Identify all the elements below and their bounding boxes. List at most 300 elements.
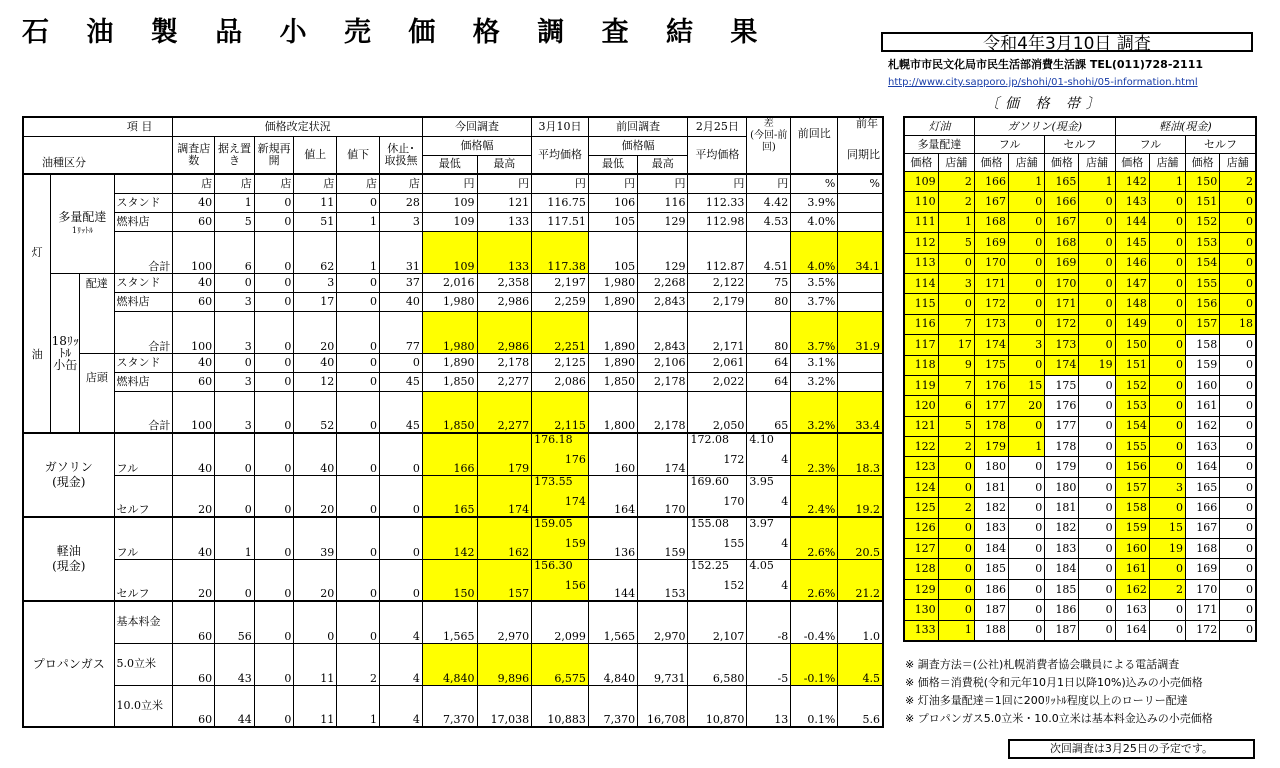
cell-14-5: 4	[380, 643, 423, 685]
band-row	[904, 416, 1256, 436]
band-cell: 174	[1045, 355, 1079, 375]
cell-11-8	[532, 517, 589, 559]
cell-12-1: 0	[215, 559, 255, 601]
band-cell: 114	[904, 273, 938, 293]
row-name: セルフ	[114, 475, 173, 517]
band-cell: 163	[1186, 437, 1220, 457]
band-row	[904, 620, 1256, 641]
band-cell: 167	[1045, 212, 1079, 232]
cell-3-2: 0	[254, 273, 294, 292]
cell-11-7: 162	[477, 517, 532, 559]
group-propane: プロパンガス	[23, 601, 114, 727]
cell-5-13: 3.7%	[791, 311, 838, 353]
cell-8-11: 2,050	[688, 391, 747, 433]
band-cell: 0	[1079, 477, 1115, 497]
cell-1-11: 112.98	[688, 212, 747, 231]
cell-7-7: 2,277	[477, 372, 532, 391]
cell-8-7: 2,277	[477, 391, 532, 433]
band-cell: 19	[1149, 539, 1185, 559]
cell-2-6: 109	[422, 231, 477, 273]
band-cell: 158	[1115, 498, 1149, 518]
band-cell: 178	[974, 416, 1008, 436]
cell-13-8: 2,099	[532, 601, 589, 643]
band-cell: 127	[904, 539, 938, 559]
band-cell: 0	[1220, 416, 1256, 436]
band-cell: 165	[1186, 477, 1220, 497]
cell-14-7: 9,896	[477, 643, 532, 685]
cell-11-1: 1	[215, 517, 255, 559]
cell-5-6: 1,980	[422, 311, 477, 353]
cell-top-value: 155.08	[690, 517, 729, 530]
info-link[interactable]: http://www.city.sapporo.jp/shohi/01-shohi/05-information.html	[888, 77, 1198, 88]
band-row	[904, 355, 1256, 375]
cell-5-9: 1,890	[588, 311, 637, 353]
band-cell: 129	[904, 579, 938, 599]
band-cell: 2	[1220, 172, 1256, 192]
row-name: 10.0立米	[114, 685, 173, 727]
cell-13-3: 0	[294, 601, 337, 643]
band-cell: 149	[1115, 314, 1149, 334]
cell-1-1: 5	[215, 212, 255, 231]
cell-5-3: 20	[294, 311, 337, 353]
band-cell: 0	[1009, 314, 1045, 334]
cell-15-4: 1	[337, 685, 380, 727]
band-row	[904, 212, 1256, 232]
cell-2-5: 31	[380, 231, 423, 273]
band-cell: 0	[1079, 273, 1115, 293]
cell-10-11	[688, 475, 747, 517]
band-row	[904, 314, 1256, 334]
cell-4-12: 80	[747, 292, 791, 311]
cell-6-12: 64	[747, 353, 791, 372]
band-cell: 174	[974, 335, 1008, 355]
cell-8-12: 65	[747, 391, 791, 433]
band-cell: 179	[1045, 457, 1079, 477]
cell-3-8: 2,197	[532, 273, 589, 292]
band-cell: 171	[1186, 600, 1220, 620]
band-cell: 0	[1009, 498, 1045, 518]
band-cell: 179	[974, 437, 1008, 457]
cell-8-14: 33.4	[838, 391, 883, 433]
notes	[905, 656, 1213, 728]
next-survey-notice: 次回調査は3月25日の予定です。	[1008, 739, 1255, 759]
band-cell: 5	[938, 233, 974, 253]
cell-7-6: 1,850	[422, 372, 477, 391]
cell-1-13: 4.0%	[791, 212, 838, 231]
band-cell: 168	[1186, 539, 1220, 559]
cell-0-7: 121	[477, 193, 532, 212]
band-cell: 17	[938, 335, 974, 355]
cell-8-8: 2,115	[532, 391, 589, 433]
band-row	[904, 457, 1256, 477]
price-survey-table	[22, 116, 884, 728]
band-cell: 1	[1009, 437, 1045, 457]
band-cell: 0	[1079, 294, 1115, 314]
group-delivery: 配達	[80, 273, 114, 353]
band-cell: 115	[904, 294, 938, 314]
band-cell: 2	[938, 172, 974, 192]
gasoline-label: ガソリン	[44, 460, 93, 474]
cell-3-10: 2,268	[638, 273, 688, 292]
band-cell: 0	[1079, 579, 1115, 599]
cell-10-8	[532, 475, 589, 517]
unit-cell: 円	[688, 174, 747, 193]
band-cell: 120	[904, 396, 938, 416]
cell-2-7: 133	[477, 231, 532, 273]
band-cell: 158	[1186, 335, 1220, 355]
band-header-diesel: 軽油(現金)	[1115, 117, 1256, 136]
cell-0-6: 109	[422, 193, 477, 212]
cell-2-13: 4.0%	[791, 231, 838, 273]
band-cell: 159	[1186, 355, 1220, 375]
cell-6-6: 1,890	[422, 353, 477, 372]
band-cell: 0	[1149, 457, 1185, 477]
cell-value: 4	[781, 453, 789, 466]
cell-6-2: 0	[254, 353, 294, 372]
band-cell: 0	[1220, 212, 1256, 232]
band-cell: 156	[1186, 294, 1220, 314]
band-cell: 188	[974, 620, 1008, 641]
unit-cell: 円	[477, 174, 532, 193]
band-cell: 0	[1149, 437, 1185, 457]
band-cell: 176	[1045, 396, 1079, 416]
unit-cell: 店	[380, 174, 423, 193]
band-row	[904, 253, 1256, 273]
cell-6-11: 2,061	[688, 353, 747, 372]
header-diff	[747, 117, 791, 174]
band-cell: 146	[1115, 253, 1149, 273]
cell-1-7: 133	[477, 212, 532, 231]
header-previous: 前回調査	[588, 117, 688, 136]
note-item: ※ 調査方法＝(公社)札幌消費者協会職員による電話調査	[905, 658, 1180, 671]
unit-cell: 店	[173, 174, 215, 193]
cell-1-12: 4.53	[747, 212, 791, 231]
cell-top-value: 159.05	[534, 517, 573, 530]
band-cell: 142	[1115, 172, 1149, 192]
band-cell: 0	[1009, 600, 1045, 620]
cell-7-14	[838, 372, 883, 391]
band-cell: 155	[1115, 437, 1149, 457]
cell-value: 152	[723, 578, 745, 592]
cell-top-value: 152.25	[690, 559, 729, 572]
band-subheader-price: 価格	[1186, 154, 1220, 172]
band-cell: 116	[904, 314, 938, 334]
cell-3-13: 3.5%	[791, 273, 838, 292]
band-cell: 184	[974, 539, 1008, 559]
cell-11-12	[747, 517, 791, 559]
cell-15-0: 60	[173, 685, 215, 727]
band-cell: 185	[974, 559, 1008, 579]
cell-5-8: 2,251	[532, 311, 589, 353]
cell-5-1: 3	[215, 311, 255, 353]
cell-10-3: 20	[294, 475, 337, 517]
cell-5-5: 77	[380, 311, 423, 353]
band-subheader-stores: 店舗	[1220, 154, 1256, 172]
cell-15-7: 17,038	[477, 685, 532, 727]
cell-14-14: 4.5	[838, 643, 883, 685]
cell-top-value: 172.08	[690, 433, 729, 446]
band-cell: 122	[904, 437, 938, 457]
cell-12-0: 20	[173, 559, 215, 601]
band-cell: 0	[1009, 355, 1045, 375]
cell-10-7: 174	[477, 475, 532, 517]
row-name: 合計	[114, 231, 173, 273]
band-cell: 150	[1186, 172, 1220, 192]
band-cell: 6	[938, 396, 974, 416]
cell-1-8: 117.51	[532, 212, 589, 231]
band-cell: 164	[1186, 457, 1220, 477]
header-prev-ratio: 前回比	[791, 117, 838, 174]
band-cell: 184	[1045, 559, 1079, 579]
cell-11-9: 136	[588, 517, 637, 559]
band-cell: 169	[1045, 253, 1079, 273]
department-info: 札幌市市民文化局市民生活部消費生活課 TEL(011)728-2111	[888, 58, 1204, 71]
cell-3-7: 2,358	[477, 273, 532, 292]
band-cell: 0	[1149, 559, 1185, 579]
cell-top-value: 173.55	[534, 475, 573, 488]
band-cell: 0	[1009, 416, 1045, 436]
band-cell: 0	[1220, 437, 1256, 457]
cell-2-0: 100	[173, 231, 215, 273]
band-cell: 169	[974, 233, 1008, 253]
cell-11-10: 159	[638, 517, 688, 559]
band-cell: 143	[1115, 192, 1149, 212]
header-diff-label: 差	[763, 118, 774, 129]
cell-4-7: 2,986	[477, 292, 532, 311]
cell-0-10: 116	[638, 193, 688, 212]
band-cell: 2	[938, 192, 974, 212]
cell-value: 176	[564, 453, 586, 466]
cell-8-1: 3	[215, 391, 255, 433]
band-cell: 15	[1009, 375, 1045, 395]
cell-14-0: 60	[173, 643, 215, 685]
cell-7-11: 2,022	[688, 372, 747, 391]
band-cell: 167	[1186, 518, 1220, 538]
band-cell: 162	[1115, 579, 1149, 599]
band-cell: 124	[904, 477, 938, 497]
cell-value: 172	[723, 453, 745, 466]
band-cell: 168	[1045, 233, 1079, 253]
gasoline-cash: (現金)	[52, 475, 86, 489]
band-cell: 117	[904, 335, 938, 355]
band-cell: 0	[1009, 539, 1045, 559]
band-cell: 0	[1009, 518, 1045, 538]
header-previous-avg: 平均価格	[688, 136, 747, 174]
band-cell: 0	[1079, 396, 1115, 416]
band-cell: 148	[1115, 294, 1149, 314]
cell-12-6: 150	[422, 559, 477, 601]
band-cell: 170	[1186, 579, 1220, 599]
cell-12-3: 20	[294, 559, 337, 601]
cell-14-11: 6,580	[688, 643, 747, 685]
header-diff-sub: (今回-前回)	[750, 130, 788, 153]
cell-2-1: 6	[215, 231, 255, 273]
row-name: 燃料店	[114, 372, 173, 391]
cell-10-9: 164	[588, 475, 637, 517]
band-header-diesel-self: セルフ	[1186, 136, 1256, 154]
cell-6-7: 2,178	[477, 353, 532, 372]
band-cell: 0	[1079, 539, 1115, 559]
cell-10-4: 0	[337, 475, 380, 517]
band-cell: 0	[1149, 335, 1185, 355]
band-cell: 187	[1045, 620, 1079, 641]
cell-top-value: 4.05	[749, 559, 774, 572]
header-previous-max: 最高	[638, 155, 688, 174]
band-cell: 162	[1186, 416, 1220, 436]
cell-15-14: 5.6	[838, 685, 883, 727]
band-cell: 0	[1079, 416, 1115, 436]
band-cell: 123	[904, 457, 938, 477]
cell-15-1: 44	[215, 685, 255, 727]
band-cell: 0	[1009, 212, 1045, 232]
note-item: ※ プロパンガス5.0立米・10.0立米は基本料金込みの小売価格	[905, 712, 1213, 725]
cell-8-10: 2,178	[638, 391, 688, 433]
cell-13-0: 60	[173, 601, 215, 643]
cell-6-0: 40	[173, 353, 215, 372]
cell-5-10: 2,843	[638, 311, 688, 353]
band-cell: 150	[1115, 335, 1149, 355]
band-cell: 1	[1079, 172, 1115, 192]
cell-4-9: 1,890	[588, 292, 637, 311]
band-row	[904, 437, 1256, 457]
cell-10-10: 170	[638, 475, 688, 517]
cell-3-6: 2,016	[422, 273, 477, 292]
band-row	[904, 477, 1256, 497]
band-subheader-price: 価格	[904, 154, 938, 172]
cell-7-13: 3.2%	[791, 372, 838, 391]
cell-4-6: 1,980	[422, 292, 477, 311]
band-cell: 152	[1186, 212, 1220, 232]
cell-2-14: 34.1	[838, 231, 883, 273]
band-cell: 152	[1115, 375, 1149, 395]
band-cell: 0	[1220, 375, 1256, 395]
cell-4-8: 2,259	[532, 292, 589, 311]
cell-12-7: 157	[477, 559, 532, 601]
cell-6-4: 0	[337, 353, 380, 372]
band-cell: 0	[1220, 518, 1256, 538]
band-cell: 172	[1186, 620, 1220, 641]
cell-3-3: 3	[294, 273, 337, 292]
cell-1-5: 3	[380, 212, 423, 231]
header-revision-status: 価格改定状況	[173, 117, 423, 136]
cell-7-9: 1,850	[588, 372, 637, 391]
band-header-kerosene: 灯油	[904, 117, 974, 136]
band-cell: 160	[1115, 539, 1149, 559]
row-name: 合計	[114, 391, 173, 433]
cell-1-3: 51	[294, 212, 337, 231]
cell-15-6: 7,370	[422, 685, 477, 727]
header-oil-category: 油種区分	[23, 136, 173, 174]
group-bulk	[51, 174, 114, 273]
row-name: 5.0立米	[114, 643, 173, 685]
cell-0-0: 40	[173, 193, 215, 212]
cell-7-8: 2,086	[532, 372, 589, 391]
cell-2-8: 117.38	[532, 231, 589, 273]
band-subheader-stores: 店舗	[938, 154, 974, 172]
band-cell: 133	[904, 620, 938, 641]
row-name: スタンド	[114, 353, 173, 372]
cell-12-4: 0	[337, 559, 380, 601]
band-cell: 0	[938, 294, 974, 314]
cell-13-7: 2,970	[477, 601, 532, 643]
band-subheader-stores: 店舗	[1079, 154, 1115, 172]
cell-14-6: 4,840	[422, 643, 477, 685]
band-cell: 0	[1149, 355, 1185, 375]
band-cell: 2	[1149, 579, 1185, 599]
cell-0-11: 112.33	[688, 193, 747, 212]
note-item: ※ 灯油多量配達＝1回に200ﾘｯﾄﾙ程度以上のローリー配達	[905, 694, 1188, 707]
band-header-bulk: 多量配達	[904, 136, 974, 154]
band-row	[904, 172, 1256, 192]
cell-0-12: 4.42	[747, 193, 791, 212]
band-cell: 0	[1149, 314, 1185, 334]
header-current-avg: 平均価格	[532, 136, 589, 174]
header-current-min: 最低	[422, 155, 477, 174]
cell-1-2: 0	[254, 212, 294, 231]
cell-1-9: 105	[588, 212, 637, 231]
cell-9-5: 0	[380, 433, 423, 475]
band-cell: 173	[1045, 335, 1079, 355]
cell-5-4: 0	[337, 311, 380, 353]
band-cell: 0	[1079, 335, 1115, 355]
group-storefront: 店頭	[80, 353, 114, 433]
cell-7-3: 12	[294, 372, 337, 391]
cell-9-14: 18.3	[838, 433, 883, 475]
band-cell: 185	[1045, 579, 1079, 599]
band-cell: 0	[1220, 273, 1256, 293]
band-header-gas-full: フル	[974, 136, 1044, 154]
band-row	[904, 559, 1256, 579]
cell-10-5: 0	[380, 475, 423, 517]
band-cell: 0	[1149, 396, 1185, 416]
cell-11-3: 39	[294, 517, 337, 559]
cell-6-13: 3.1%	[791, 353, 838, 372]
cell-5-7: 2,986	[477, 311, 532, 353]
cell-8-5: 45	[380, 391, 423, 433]
band-cell: 0	[1220, 192, 1256, 212]
cell-6-3: 40	[294, 353, 337, 372]
cell-12-14: 21.2	[838, 559, 883, 601]
cell-11-11	[688, 517, 747, 559]
band-cell: 2	[938, 498, 974, 518]
cell-9-3: 40	[294, 433, 337, 475]
cell-3-9: 1,980	[588, 273, 637, 292]
row-name: セルフ	[114, 559, 173, 601]
cell-value: 4	[781, 494, 789, 508]
band-cell: 0	[938, 253, 974, 273]
cell-8-6: 1,850	[422, 391, 477, 433]
band-cell: 119	[904, 375, 938, 395]
cell-6-14	[838, 353, 883, 372]
cell-1-10: 129	[638, 212, 688, 231]
band-cell: 0	[1079, 375, 1115, 395]
band-cell: 7	[938, 375, 974, 395]
cell-4-4: 0	[337, 292, 380, 311]
band-cell: 112	[904, 233, 938, 253]
band-cell: 157	[1186, 314, 1220, 334]
band-cell: 166	[1186, 498, 1220, 518]
band-cell: 0	[1220, 620, 1256, 641]
band-cell: 0	[938, 518, 974, 538]
band-cell: 170	[1045, 273, 1079, 293]
cell-9-8	[532, 433, 589, 475]
cell-8-4: 0	[337, 391, 380, 433]
cell-4-11: 2,179	[688, 292, 747, 311]
cell-7-2: 0	[254, 372, 294, 391]
cell-0-13: 3.9%	[791, 193, 838, 212]
band-subheader-stores: 店舗	[1009, 154, 1045, 172]
cell-0-5: 28	[380, 193, 423, 212]
